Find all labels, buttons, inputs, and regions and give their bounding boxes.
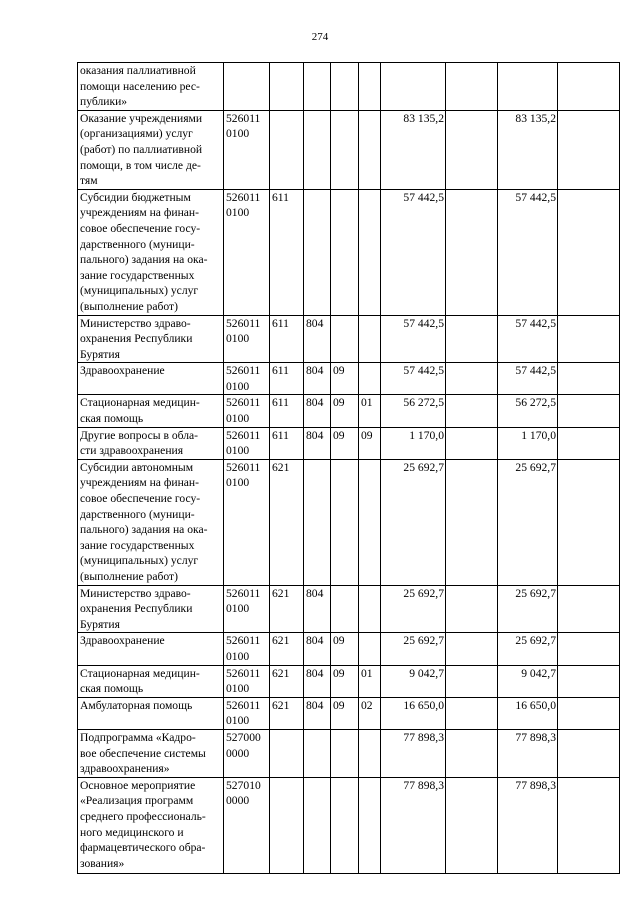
cell-target-article: 526011 0100 — [224, 665, 270, 697]
cell-name: Стационарная медицин- ская помощь — [78, 665, 224, 697]
cell-empty — [558, 665, 620, 697]
table-row — [78, 729, 620, 777]
cell-amount-regional: 9 042,7 — [498, 665, 558, 697]
cell-target-article: 526011 0100 — [224, 110, 270, 189]
cell-amount-regional: 25 692,7 — [498, 459, 558, 585]
cell-subsection — [359, 363, 381, 395]
cell-section — [331, 189, 359, 315]
cell-administrator-code — [304, 459, 331, 585]
cell-section: 09 — [331, 665, 359, 697]
cell-name: Стационарная медицин- ская помощь — [78, 395, 224, 427]
cell-target-article: 526011 0100 — [224, 585, 270, 633]
cell-amount-total: 1 170,0 — [381, 427, 446, 459]
cell-administrator-code — [304, 110, 331, 189]
cell-expense-type: 611 — [270, 315, 304, 363]
cell-section: 09 — [331, 697, 359, 729]
cell-administrator-code — [304, 189, 331, 315]
table-row — [78, 665, 620, 697]
cell-administrator-code: 804 — [304, 665, 331, 697]
cell-name: оказания паллиативной помощи населению рес- публики» — [78, 63, 224, 111]
cell-target-article: 526011 0100 — [224, 459, 270, 585]
cell-section — [331, 110, 359, 189]
cell-amount-regional: 16 650,0 — [498, 697, 558, 729]
cell-empty — [446, 427, 498, 459]
cell-empty — [558, 427, 620, 459]
cell-subsection — [359, 585, 381, 633]
cell-empty — [446, 315, 498, 363]
cell-name: Оказание учреждениями (организациями) услуг (работ) по паллиативной помощи, в том числе де- тям — [78, 110, 224, 189]
cell-amount-total: 9 042,7 — [381, 665, 446, 697]
cell-target-article: 527010 0000 — [224, 777, 270, 873]
cell-administrator-code: 804 — [304, 697, 331, 729]
cell-amount-regional: 25 692,7 — [498, 585, 558, 633]
cell-empty — [446, 110, 498, 189]
cell-amount-total: 77 898,3 — [381, 729, 446, 777]
cell-target-article: 526011 0100 — [224, 189, 270, 315]
cell-section: 09 — [331, 363, 359, 395]
cell-amount-total: 25 692,7 — [381, 459, 446, 585]
cell-target-article: 526011 0100 — [224, 427, 270, 459]
cell-expense-type: 611 — [270, 363, 304, 395]
table-row — [78, 427, 620, 459]
cell-empty — [558, 363, 620, 395]
cell-empty — [446, 697, 498, 729]
cell-name: Субсидии автономным учреждениям на финан- совое обеспечение госу- дарственного (муници- пального) задания на ока- зание государственных (муниципальных) услуг (выполнение работ) — [78, 459, 224, 585]
cell-empty — [446, 729, 498, 777]
cell-section: 09 — [331, 395, 359, 427]
cell-empty — [446, 189, 498, 315]
cell-empty — [558, 63, 620, 111]
table-row — [78, 585, 620, 633]
cell-amount-regional: 57 442,5 — [498, 189, 558, 315]
cell-name: Здравоохранение — [78, 633, 224, 665]
cell-subsection — [359, 777, 381, 873]
cell-empty — [446, 459, 498, 585]
cell-amount-regional: 1 170,0 — [498, 427, 558, 459]
cell-expense-type: 611 — [270, 427, 304, 459]
cell-name: Основное мероприятие «Реализация программ среднего профессиональ- ного медицинского и фармацевтического обра- зования» — [78, 777, 224, 873]
cell-amount-regional: 77 898,3 — [498, 729, 558, 777]
cell-target-article: 526011 0100 — [224, 363, 270, 395]
cell-empty — [558, 395, 620, 427]
table-row — [78, 189, 620, 315]
cell-amount-total: 56 272,5 — [381, 395, 446, 427]
table-row — [78, 110, 620, 189]
cell-subsection: 02 — [359, 697, 381, 729]
cell-section: 09 — [331, 633, 359, 665]
cell-subsection — [359, 110, 381, 189]
cell-empty — [558, 189, 620, 315]
table-row — [78, 395, 620, 427]
cell-target-article: 526011 0100 — [224, 633, 270, 665]
cell-expense-type: 621 — [270, 665, 304, 697]
cell-empty — [558, 459, 620, 585]
cell-empty — [558, 633, 620, 665]
cell-expense-type — [270, 110, 304, 189]
cell-section — [331, 777, 359, 873]
cell-target-article: 526011 0100 — [224, 395, 270, 427]
table-row — [78, 315, 620, 363]
table-row — [78, 697, 620, 729]
cell-expense-type — [270, 63, 304, 111]
cell-amount-total — [381, 63, 446, 111]
cell-subsection — [359, 189, 381, 315]
cell-empty — [558, 777, 620, 873]
cell-amount-regional: 83 135,2 — [498, 110, 558, 189]
cell-empty — [558, 110, 620, 189]
cell-name: Амбулаторная помощь — [78, 697, 224, 729]
cell-empty — [446, 585, 498, 633]
cell-subsection: 01 — [359, 395, 381, 427]
cell-section — [331, 315, 359, 363]
cell-amount-total: 25 692,7 — [381, 585, 446, 633]
cell-section — [331, 729, 359, 777]
cell-expense-type: 621 — [270, 459, 304, 585]
cell-administrator-code — [304, 777, 331, 873]
table-row — [78, 63, 620, 111]
cell-empty — [446, 633, 498, 665]
cell-amount-regional: 57 442,5 — [498, 315, 558, 363]
cell-target-article — [224, 63, 270, 111]
cell-amount-regional: 57 442,5 — [498, 363, 558, 395]
cell-section — [331, 459, 359, 585]
cell-expense-type — [270, 777, 304, 873]
cell-administrator-code — [304, 63, 331, 111]
cell-empty — [558, 729, 620, 777]
cell-empty — [446, 363, 498, 395]
cell-section — [331, 585, 359, 633]
cell-empty — [446, 665, 498, 697]
cell-empty — [558, 315, 620, 363]
cell-expense-type: 611 — [270, 395, 304, 427]
cell-empty — [446, 395, 498, 427]
cell-amount-regional: 77 898,3 — [498, 777, 558, 873]
cell-amount-total: 16 650,0 — [381, 697, 446, 729]
cell-administrator-code: 804 — [304, 585, 331, 633]
cell-target-article: 526011 0100 — [224, 315, 270, 363]
cell-section — [331, 63, 359, 111]
cell-empty — [558, 697, 620, 729]
budget-table-body — [78, 63, 620, 874]
cell-amount-total: 25 692,7 — [381, 633, 446, 665]
cell-amount-total: 77 898,3 — [381, 777, 446, 873]
cell-administrator-code: 804 — [304, 363, 331, 395]
cell-expense-type: 621 — [270, 633, 304, 665]
cell-subsection — [359, 729, 381, 777]
cell-name: Субсидии бюджетным учреждениям на финан- совое обеспечение госу- дарственного (муници- пального) задания на ока- зание государственных (муниципальных) услуг (выполнение работ) — [78, 189, 224, 315]
cell-administrator-code: 804 — [304, 395, 331, 427]
cell-amount-regional: 56 272,5 — [498, 395, 558, 427]
cell-section: 09 — [331, 427, 359, 459]
cell-subsection — [359, 63, 381, 111]
cell-name: Другие вопросы в обла- сти здравоохранения — [78, 427, 224, 459]
cell-administrator-code — [304, 729, 331, 777]
cell-empty — [446, 63, 498, 111]
cell-amount-regional — [498, 63, 558, 111]
table-row — [78, 363, 620, 395]
cell-expense-type: 611 — [270, 189, 304, 315]
cell-administrator-code: 804 — [304, 315, 331, 363]
cell-amount-total: 57 442,5 — [381, 363, 446, 395]
cell-subsection — [359, 459, 381, 585]
cell-subsection: 09 — [359, 427, 381, 459]
cell-name: Подпрограмма «Кадро- вое обеспечение системы здравоохранения» — [78, 729, 224, 777]
cell-subsection — [359, 633, 381, 665]
budget-table — [77, 62, 620, 874]
page-number: 274 — [311, 31, 329, 43]
cell-subsection — [359, 315, 381, 363]
cell-amount-total: 57 442,5 — [381, 315, 446, 363]
table-row — [78, 459, 620, 585]
cell-administrator-code: 804 — [304, 633, 331, 665]
cell-expense-type: 621 — [270, 585, 304, 633]
cell-expense-type: 621 — [270, 697, 304, 729]
cell-target-article: 527000 0000 — [224, 729, 270, 777]
cell-expense-type — [270, 729, 304, 777]
cell-empty — [446, 777, 498, 873]
table-row — [78, 777, 620, 873]
cell-subsection: 01 — [359, 665, 381, 697]
cell-administrator-code: 804 — [304, 427, 331, 459]
cell-target-article: 526011 0100 — [224, 697, 270, 729]
cell-name: Здравоохранение — [78, 363, 224, 395]
cell-amount-total: 57 442,5 — [381, 189, 446, 315]
cell-amount-total: 83 135,2 — [381, 110, 446, 189]
cell-name: Министерство здраво- охранения Республики Бурятия — [78, 315, 224, 363]
table-row — [78, 633, 620, 665]
cell-amount-regional: 25 692,7 — [498, 633, 558, 665]
cell-name: Министерство здраво- охранения Республики Бурятия — [78, 585, 224, 633]
cell-empty — [558, 585, 620, 633]
